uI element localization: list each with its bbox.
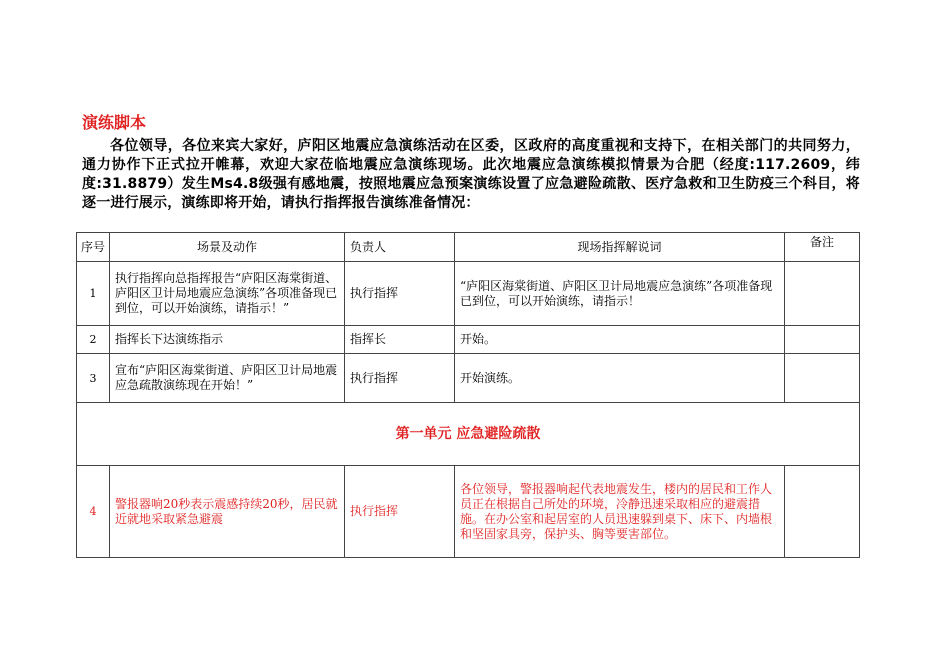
document-title: 演练脚本 [82, 113, 147, 132]
row-owner: 执行指挥 [345, 354, 455, 403]
header-remark: 备注 [785, 233, 860, 262]
row-scene: 执行指挥向总指挥报告“庐阳区海棠街道、庐阳区卫计局地震应急演练”各项准备现已到位，可以开始演练，请指示！” [110, 262, 345, 326]
row-narration: “庐阳区海棠街道、庐阳区卫计局地震应急演练”各项准备现已到位，可以开始演练，请指示！ [455, 262, 785, 326]
row-scene: 指挥长下达演练指示 [110, 326, 345, 354]
row-num: 1 [77, 262, 110, 326]
row-num: 4 [77, 466, 110, 558]
unit-heading-cell [77, 403, 860, 466]
row-owner: 指挥长 [345, 326, 455, 354]
row-scene: 宣布“庐阳区海棠街道、庐阳区卫计局地震应急疏散演练现在开始！” [110, 354, 345, 403]
row-num: 2 [77, 326, 110, 354]
row-narration: 各位领导，警报器响起代表地震发生，楼内的居民和工作人员正在根据自己所处的环境，冷静迅速采取相应的避震措施。在办公室和起居室的人员迅速躲到桌下、床下、内墙根和坚固家具旁，保护头、胸等要害部位。 [455, 466, 785, 558]
intro-paragraph: 各位领导，各位来宾大家好，庐阳区地震应急演练活动在区委，区政府的高度重视和支持下，在相关部门的共同努力，通力协作下正式拉开帷幕，欢迎大家莅临地震应急演练现场。此次地震应急演练模拟情景为合肥（经度:117.2609，纬度:31.8879）发生Ms4.8级强有感地震，按照地震应急预案演练设置了应急避险疏散、医疗急救和卫生防疫三个科目，将逐一进行展示，演练即将开始，请执行指挥报告演练准备情况： [82, 138, 860, 211]
table-header-row [77, 233, 860, 262]
unit-title: 第一单元 应急避险疏散 [395, 425, 541, 442]
table-row [77, 466, 860, 558]
row-narration: 开始。 [455, 326, 785, 354]
row-remark [785, 326, 860, 354]
script-table [76, 232, 860, 558]
table-row [77, 354, 860, 403]
header-owner: 负责人 [345, 233, 455, 262]
header-narration: 现场指挥解说词 [455, 233, 785, 262]
row-narration: 开始演练。 [455, 354, 785, 403]
header-num: 序号 [77, 233, 110, 262]
row-remark [785, 466, 860, 558]
header-scene: 场景及动作 [110, 233, 345, 262]
unit-row [77, 403, 860, 466]
row-owner: 执行指挥 [345, 262, 455, 326]
row-scene: 警报器响20秒表示震感持续20秒，居民就近就地采取紧急避震 [110, 466, 345, 558]
row-num: 3 [77, 354, 110, 403]
row-owner: 执行指挥 [345, 466, 455, 558]
table-row [77, 262, 860, 326]
row-remark [785, 262, 860, 326]
row-remark [785, 354, 860, 403]
table-row [77, 326, 860, 354]
